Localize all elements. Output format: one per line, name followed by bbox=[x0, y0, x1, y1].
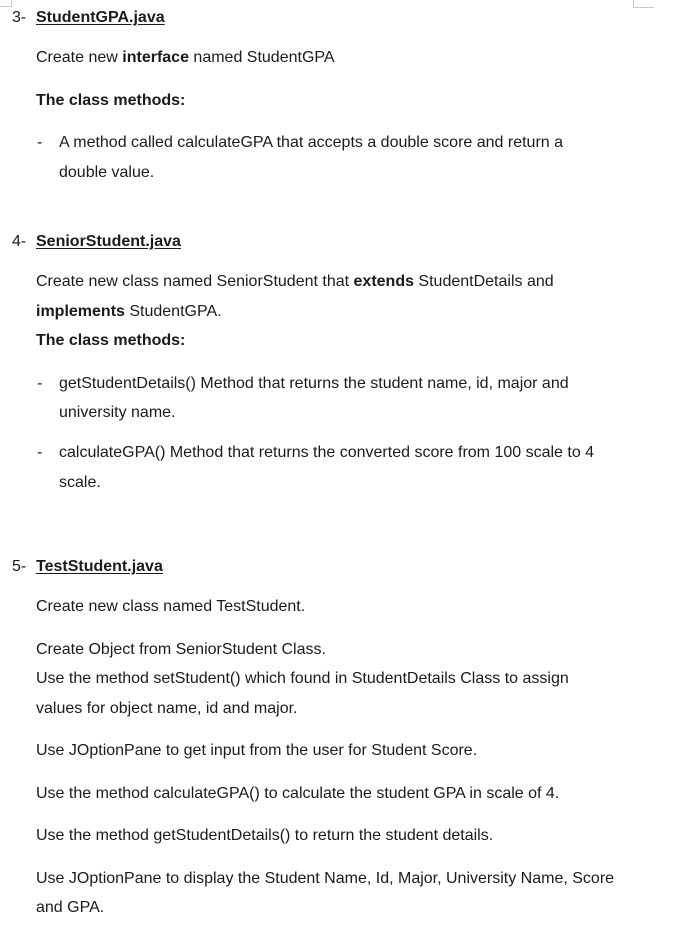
list-item-continued: scale. bbox=[59, 474, 101, 491]
list-item: A method called calculateGPA that accepts a double score and return a bbox=[59, 134, 564, 151]
paragraph-line: Use the method getStudentDetails() to return the student details. bbox=[36, 827, 494, 844]
text: StudentGPA. bbox=[124, 303, 222, 320]
section-title-teststudent: TestStudent.java bbox=[36, 558, 163, 575]
section-title-seniorstudent: SeniorStudent.java bbox=[36, 233, 181, 250]
bullet-marker: - bbox=[37, 444, 43, 461]
keyword-extends: extends bbox=[353, 273, 414, 290]
paragraph-line: Use JOptionPane to get input from the user for Student Score. bbox=[36, 742, 478, 759]
keyword-implements: implements bbox=[36, 303, 125, 320]
keyword-interface: interface bbox=[122, 49, 189, 66]
paragraph-line: Use the method calculateGPA() to calculate the student GPA in scale of 4. bbox=[36, 785, 560, 802]
paragraph-intro-continued bbox=[36, 303, 222, 321]
text: StudentDetails and bbox=[413, 273, 554, 290]
text: Create new bbox=[36, 49, 123, 66]
page-corner-mark-right bbox=[633, 0, 654, 8]
paragraph-line: Use the method setStudent() which found in StudentDetails Class to assign bbox=[36, 670, 569, 687]
list-item-continued: university name. bbox=[59, 404, 176, 421]
paragraph-line: values for object name, id and major. bbox=[36, 700, 298, 717]
text: Create new class named SeniorStudent that bbox=[36, 273, 354, 290]
list-item-continued: double value. bbox=[59, 164, 155, 181]
section-number: 3- bbox=[12, 9, 27, 26]
text: named StudentGPA bbox=[188, 49, 335, 66]
paragraph-line: and GPA. bbox=[36, 899, 105, 916]
methods-heading: The class methods: bbox=[36, 332, 186, 349]
list-item: getStudentDetails() Method that returns the student name, id, major and bbox=[59, 375, 569, 392]
bullet-marker: - bbox=[37, 375, 43, 392]
paragraph-line: Create Object from SeniorStudent Class. bbox=[36, 641, 326, 658]
paragraph-line: Create new class named TestStudent. bbox=[36, 598, 306, 615]
paragraph-intro bbox=[36, 273, 554, 291]
page-corner-mark-left bbox=[0, 0, 12, 7]
section-number: 5- bbox=[12, 558, 27, 575]
paragraph-intro bbox=[36, 49, 335, 67]
bullet-marker: - bbox=[37, 134, 43, 151]
methods-heading: The class methods: bbox=[36, 92, 186, 109]
section-title-studentgpa: StudentGPA.java bbox=[36, 9, 165, 26]
section-number: 4- bbox=[12, 233, 27, 250]
paragraph-line: Use JOptionPane to display the Student Name, Id, Major, University Name, Score bbox=[36, 870, 615, 887]
list-item: calculateGPA() Method that returns the converted score from 100 scale to 4 bbox=[59, 444, 595, 461]
